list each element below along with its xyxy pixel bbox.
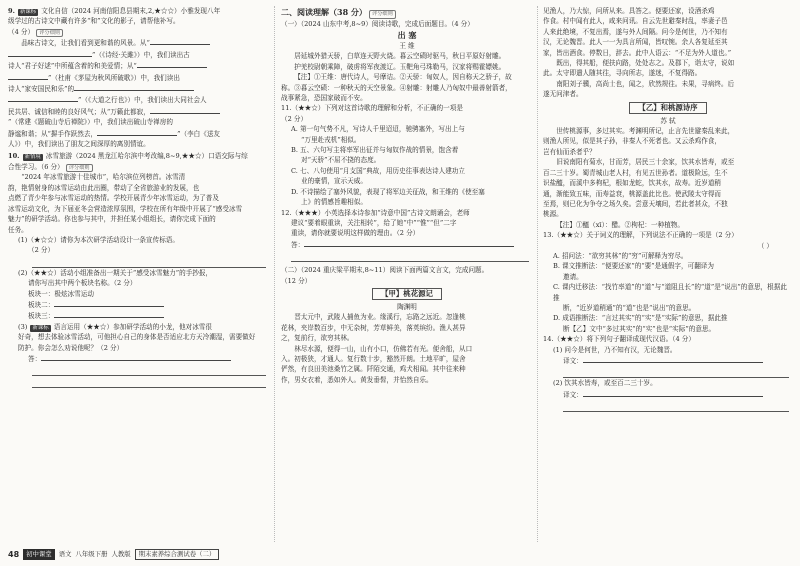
section-label: 板块二： bbox=[28, 300, 55, 309]
passage-line: 家，皆出酒食。停数日，辞去。此中人语云：“不足为外人道也。” bbox=[543, 48, 732, 57]
answer-blank[interactable] bbox=[41, 353, 231, 361]
passage-line: 桃源。 bbox=[543, 210, 563, 219]
answer-line[interactable] bbox=[563, 366, 789, 378]
question-14: 14.（★★☆）将下列句子翻译成现代汉语。（4 分） bbox=[543, 335, 695, 344]
question-text: 文化自信（2024 河南信阳息县期末,2,★☆☆）小雅发现八年 bbox=[41, 7, 221, 15]
answer-blank[interactable] bbox=[583, 355, 763, 363]
answer-blank[interactable] bbox=[74, 83, 194, 91]
answer-blank[interactable] bbox=[150, 37, 210, 45]
translation-label: 译文： bbox=[563, 357, 583, 365]
passage-line: 作食。村中闻有此人，咸来问讯。自云先世避秦时乱，率妻子邑 bbox=[543, 17, 728, 26]
poem-author: 王 维 bbox=[399, 42, 415, 50]
passage-line: 南阳刘子骥，高尚士也，闻之，欣然规往。未果，寻病终。后 bbox=[556, 79, 735, 88]
fill-blank-line bbox=[8, 128, 270, 139]
question-text: 诗人“君子好逑”中所蕴含着的和美爱情；从“ bbox=[8, 62, 137, 71]
score: （2 分） bbox=[28, 246, 55, 255]
passage-line: 世传桃源事，多过其实。考渊明所记，止言先世避秦乱来此， bbox=[556, 127, 735, 136]
question-text: 合性学习。（6 分） bbox=[8, 162, 64, 171]
answer-blank[interactable] bbox=[150, 106, 220, 114]
passage-line: 至焉，则已化为争夺之场久矣。尝意天壤间，若此者甚众，不独 bbox=[543, 199, 728, 208]
passage-line: 林尽水源，便得一山，山有小口，仿佛若有光。便舍船，从口 bbox=[294, 344, 473, 353]
translation-line bbox=[543, 355, 793, 366]
passage-line: 识盐醯，而溪中多枸杞，根如龙蛇，饮其水，故寿。近岁道稍 bbox=[543, 179, 722, 188]
fill-blank-line bbox=[8, 49, 270, 60]
question-13: 13.（★★☆）关于词义的理解，下列说法不正确的一项是（2 分） bbox=[543, 231, 738, 240]
section-label: 板块一：极炫冰雪运动 bbox=[28, 289, 94, 298]
sub-question: (2) 饮其水皆寿，或至百二三十岁。 bbox=[553, 379, 657, 388]
answer-line[interactable] bbox=[32, 376, 266, 388]
answer-line[interactable] bbox=[32, 256, 266, 268]
page-number: 48 bbox=[8, 550, 20, 559]
question-text: 诗人“家安国民和乐”的 bbox=[8, 85, 75, 94]
translation-label: 译文： bbox=[563, 390, 583, 399]
option-text: 断【乙】文中“多过其实”的“实”也是“实际”的意思。 bbox=[563, 324, 716, 333]
fill-blank-line bbox=[8, 72, 270, 83]
answer-label bbox=[8, 353, 270, 364]
sub-question: 请你写出其中两个板块名称。（2 分） bbox=[28, 279, 137, 288]
paper-title: 期末素养综合测试卷（二） bbox=[135, 549, 220, 560]
answer-line[interactable] bbox=[32, 364, 266, 376]
answer-bracket[interactable]: （ ） bbox=[757, 241, 773, 250]
sub-question: (2)（★★☆）活动小组准备出一期关于“感受冰雪魅力”的手抄报， bbox=[18, 268, 213, 277]
option-text: “万里赴戎机”相似。 bbox=[301, 135, 361, 144]
passage-line: 入。初极狭，才通人。复行数十步，豁然开朗。土地平旷，屋舍 bbox=[281, 354, 466, 363]
answer-line[interactable] bbox=[291, 250, 529, 262]
passage-a-title bbox=[281, 288, 533, 300]
sub-question: (1) 问今是何世，乃不知有汉，无论魏晋。 bbox=[553, 345, 677, 354]
option-c[interactable]: C. 课内迁移法：“找竹率道”的“道”与“道阻且长”的“道”是“说出”的意思，根据此推 bbox=[553, 283, 787, 302]
option-text: 业的豪情，宣示天威。 bbox=[301, 177, 367, 186]
passage-line: 之，复前行，欲穷其林。 bbox=[281, 334, 354, 343]
passage-title-text: 【乙】和桃源诗序 bbox=[629, 102, 706, 114]
option-text: 断，“近岁道稍通”的“道”也是“说出”的意思。 bbox=[563, 303, 696, 312]
passage-line: 俨然，有良田美池桑竹之属。阡陌交通，鸡犬相闻。其中往来种 bbox=[281, 365, 466, 374]
score: （12 分） bbox=[281, 276, 312, 285]
answer-blank[interactable] bbox=[54, 310, 164, 318]
left-column bbox=[8, 6, 270, 388]
question-text: 级学过的古诗文中藏有许多“和”文化的影子，请帮他补写。 bbox=[8, 17, 180, 26]
passage-line: 通，渐能致五味，而寿益衰，桃源盖此比也。使武陵太守得而 bbox=[543, 189, 722, 198]
subject-label: 语文 bbox=[58, 550, 72, 558]
score: （2 分） bbox=[281, 114, 308, 123]
option-b[interactable]: B. 五、六句写主将率军出征并与匈奴作战的情景，饱含着 bbox=[291, 146, 459, 155]
column-divider-left bbox=[274, 6, 275, 542]
passage-line: 百二三十岁。蜀青城山老人村，有见五世孙者。道极险远，生不 bbox=[543, 168, 728, 177]
passage-line: 花林，夹岸数百步，中无杂树，芳草鲜美，落英缤纷。渔人甚异 bbox=[281, 323, 466, 332]
question-text: ”（《大道之行也》）中，我们读出大同社会人 bbox=[78, 96, 207, 105]
grade-label: 八年级下册 bbox=[75, 550, 108, 558]
question-tag: 新课标 bbox=[20, 9, 37, 15]
passage-line: 人来此绝境，不复出焉，遂与外人间隔。问今是何世，乃不知有 bbox=[543, 27, 728, 36]
section-header bbox=[281, 6, 533, 19]
question-text: 人》）中，我们读出了朋友之间深厚的离别情谊。 bbox=[8, 140, 150, 149]
passage-line: 冰雪运动文化，为下届亚冬会营造浓厚氛围，学校在所有年级中开展了“感受冰雪 bbox=[8, 204, 243, 213]
option-b[interactable]: B. 课文推断法：“便要还家”的“要”是通假字，可翻译为 bbox=[553, 262, 714, 271]
answer-blank[interactable] bbox=[304, 239, 514, 247]
poem-note: 战事紧急，恐国家破而不安。 bbox=[281, 94, 367, 103]
answer-blank[interactable] bbox=[8, 94, 78, 102]
answer-line[interactable] bbox=[563, 400, 789, 412]
question-text: 民共居、诚信和睦的良好风气；从“万籁此都寂， bbox=[8, 107, 150, 116]
answer-prefix: 答： bbox=[28, 354, 42, 363]
scoring-guide-badge[interactable]: 评分细则 bbox=[36, 29, 63, 38]
question-9-header bbox=[8, 6, 270, 16]
poem-verse: 护羌校尉朝乘障，破虏将军夜渡辽。玉靶角弓珠勒马，汉家将赐霍嫖姚。 bbox=[294, 62, 506, 71]
question-text: ”（《诗经·关雎》）中，我们读出古 bbox=[92, 50, 190, 59]
question-text: 建议“要着眼重读，关注相转”，给了她“中”“惟”“但”二字 bbox=[291, 218, 457, 227]
sub-question: (1)（★☆☆）请你为本次研学活动设计一条宣传标语。 bbox=[18, 235, 179, 244]
sub-question bbox=[8, 322, 270, 332]
question-tag: 新情境 bbox=[24, 154, 41, 161]
option-a[interactable]: A. 第一句气势不凡，写诗人千里迢迢，驰骋塞外，写出上与 bbox=[291, 125, 465, 134]
answer-label bbox=[281, 239, 533, 250]
question-text: 静谧和谐；从“摒手作跃然去， bbox=[8, 129, 98, 138]
section-label: 板块三： bbox=[28, 312, 55, 321]
fill-blank-line bbox=[8, 310, 270, 321]
poem-verse: 居延城外猎天骄，白草连天野火烧。暮云空碛时驱马，秋日平原好射雕。 bbox=[294, 52, 506, 61]
sub-question-text: 语言运用（★★☆）参加研学活动的小龙，他对冰雪很 bbox=[53, 322, 212, 331]
question-text: ”（李白《送友 bbox=[177, 129, 221, 138]
fill-blank-line bbox=[8, 94, 270, 105]
fill-blank-line bbox=[8, 37, 270, 48]
column-divider-right bbox=[537, 6, 538, 542]
fill-blank-line bbox=[8, 106, 270, 117]
passage-line: 韵，艳情射身的冰雪运动由此出圈，带动了全省旅游业的发展，也 bbox=[8, 183, 200, 192]
passage-line: 既出，得其船，便扶向路，处处志之。及郡下，诣太守，说如 bbox=[556, 59, 735, 68]
sub-question-number: (3) bbox=[18, 322, 28, 331]
answer-blank[interactable] bbox=[97, 128, 177, 136]
option-text: 对“天骄”不屈不挠的态度。 bbox=[301, 156, 381, 165]
option-c[interactable]: C. 七、八句使用“月支国”典故，用历史往事表达诗人建功立 bbox=[291, 166, 465, 175]
score-line bbox=[8, 162, 270, 173]
poem-title: 出 塞 bbox=[397, 30, 417, 40]
passage-author: 苏 轼 bbox=[660, 116, 676, 125]
option-d[interactable]: D. 成语推断法：“言过其实”的“实”是“实际”的意思，据此推 bbox=[553, 314, 728, 323]
question-text: ”（杜甫《茅屋为秋风所破歌》）中，我们读出 bbox=[48, 73, 180, 82]
passage-line: 点燃了青少年参与冰雪运动的热情。学校开展青少年冰雪运动，为了普及 bbox=[8, 194, 219, 203]
answer-prefix: 答： bbox=[291, 240, 305, 249]
passage-author: 陶渊明 bbox=[397, 302, 417, 311]
passage-line: 遂无问津者。 bbox=[543, 90, 583, 99]
option-a[interactable]: A. 招问法：“欲穷其林”的“穷”可解释为穷尽。 bbox=[553, 251, 688, 260]
question-10-header bbox=[8, 151, 270, 161]
scoring-guide-badge[interactable]: 评分细则 bbox=[369, 10, 396, 19]
passage-line: 任务。 bbox=[8, 225, 28, 234]
question-text: 品味古诗文，让我们看到更和谐的风景。从“ bbox=[21, 39, 150, 48]
passage-line: 旧说南阳有菊水，甘而芳，居民三十余家，饮其水皆寿，或至 bbox=[556, 158, 735, 167]
passage-line: 汉，无论魏晋。此人一一为具言所闻，皆叹惋。余人各复延至其 bbox=[543, 38, 728, 47]
reading-instruction: （一）（2024 山东中考,8~9）阅读诗歌，完成后面题目。（4 分） bbox=[281, 19, 474, 28]
passage-line: 岂有仙而杀者乎？ bbox=[543, 147, 596, 156]
answer-blank[interactable] bbox=[137, 60, 207, 68]
answer-blank[interactable] bbox=[8, 49, 92, 57]
sub-question-text: 防护。你会怎么劝说他呢？（2 分） bbox=[18, 343, 124, 352]
question-number: 9. bbox=[8, 7, 15, 15]
fill-blank-line bbox=[8, 60, 270, 71]
passage-line: 此。太守即遣人随其往，寻向所志，遂迷，不复得路。 bbox=[543, 69, 702, 78]
brand-label: 初中课堂 bbox=[23, 549, 55, 560]
question-tag: 新课标 bbox=[32, 324, 49, 331]
sub-question-text: 好奇，想去体验冰雪活动，可他担心自己的身体是否适应北方天冷潮湿，需要做好 bbox=[18, 333, 256, 342]
passage-line: 作，男女衣着，悉如外人。黄发垂髫，并怡然自乐。 bbox=[281, 375, 433, 384]
question-text: 重读，请你就要说明这样做的理由。（2 分） bbox=[291, 229, 420, 238]
answer-blank[interactable] bbox=[583, 389, 763, 397]
fill-blank-line bbox=[8, 299, 270, 310]
middle-column bbox=[281, 6, 533, 385]
passage-line: 晋太元中，武陵人捕鱼为业。缘溪行，忘路之远近。忽逢桃 bbox=[294, 313, 466, 322]
translation-line bbox=[543, 389, 793, 400]
page-footer bbox=[8, 549, 219, 560]
poem-note: 【注】①王维：唐代诗人，号摩诘。②天骄：匈奴人，因自称天之骄子，故 bbox=[294, 73, 512, 82]
option-d[interactable]: D. 不诗描绘了塞外风貌，表现了将军边关征战，和王维的《使至塞 bbox=[291, 187, 485, 196]
passage-line: 魅力”的研学活动。你也参与其中，并担任某小组组长，请你完成下面的 bbox=[8, 215, 216, 224]
passage-note: 【注】①醯（xī）：醋。②枸杞：一种植物。 bbox=[556, 220, 684, 229]
question-11: 11.（★★☆）下列对这首诗歌的理解和分析，不正确的一项是 bbox=[281, 104, 463, 113]
passage-line: 则渔人所见，似是其子孙，非秦人不死者也。又云杀鸡作食， bbox=[543, 137, 722, 146]
passage-line: 见渔人，乃大惊，问所从来。具答之。便要还家，设酒杀鸡 bbox=[543, 7, 715, 15]
score: （4 分） bbox=[8, 27, 35, 36]
option-text: 邀请。 bbox=[563, 272, 583, 281]
score-line bbox=[8, 27, 270, 38]
passage-line: “2024 年冰雪旅游十佳城市”，哈尔滨位列榜首。冰雪清 bbox=[21, 173, 186, 182]
reading-instruction: （二）（2024 重庆梁平期末,8~11）阅读下面两篇文言文，完成问题。 bbox=[281, 266, 489, 275]
edition-label: 人教版 bbox=[111, 550, 131, 558]
question-12: 12.（★★★）小英选择本诗参加“诗意中国”古诗文朗诵会，老师 bbox=[281, 208, 470, 217]
passage-title-text: 【甲】桃花源记 bbox=[372, 288, 442, 300]
poem-note: 称。③暮云空碛：一种秋天的天空景象。④射雕：射雕人乃匈奴中最善射箭者， bbox=[281, 83, 512, 92]
passage-b-title bbox=[543, 102, 793, 114]
right-column bbox=[543, 6, 793, 412]
answer-blank[interactable] bbox=[8, 72, 48, 80]
question-text: ”（常建《题破山寺后禅院》）中，我们读出破山寺禅房的 bbox=[8, 118, 173, 127]
option-text: 上》的情感旨趣相似。 bbox=[301, 198, 367, 207]
section-title: 二、阅读理解（38 分） bbox=[281, 7, 367, 17]
fill-blank-line bbox=[8, 83, 270, 94]
question-text: 冰雪旅游（2024 黑龙江哈尔滨中考改编,8~9,★★☆）口语交际与综 bbox=[45, 152, 248, 161]
answer-blank[interactable] bbox=[54, 299, 164, 307]
scoring-guide-badge[interactable]: 评分细则 bbox=[66, 164, 93, 173]
question-number: 10. bbox=[8, 152, 20, 161]
